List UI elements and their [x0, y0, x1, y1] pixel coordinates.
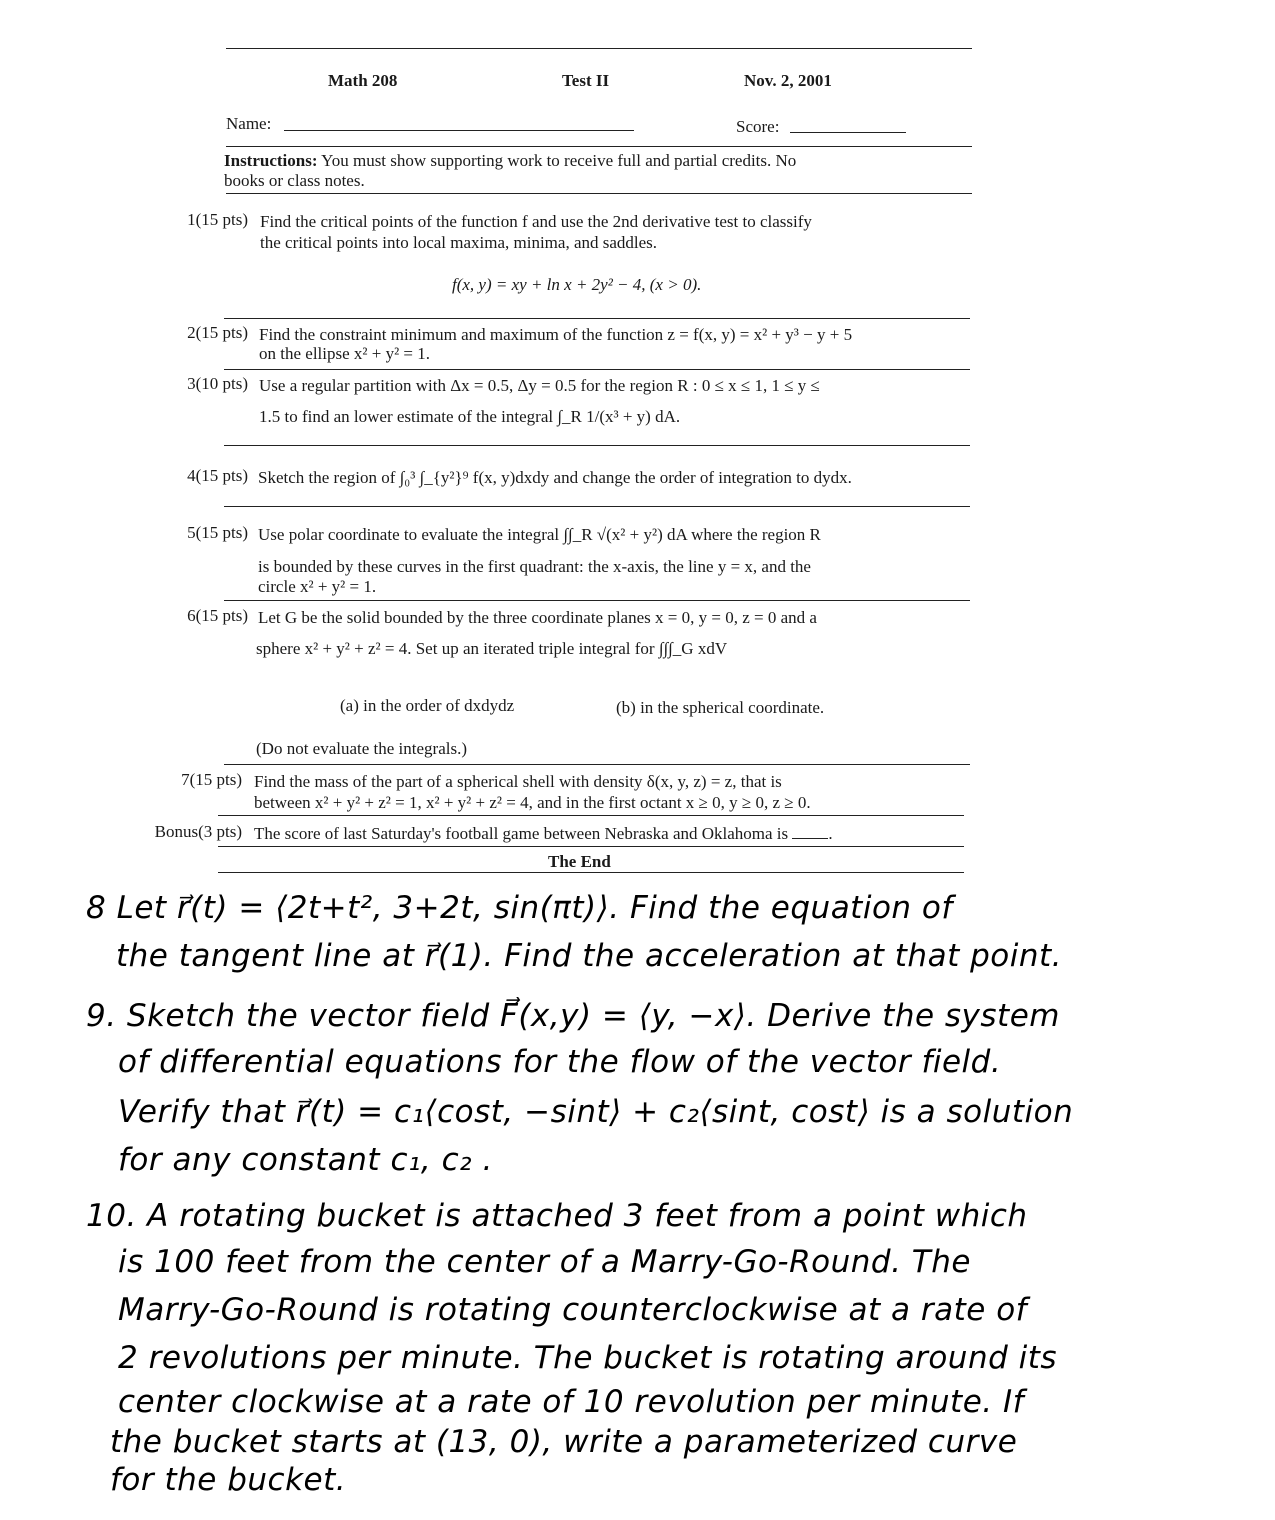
problem-4-line1: Sketch the region of ∫₀³ ∫_{y²}⁹ f(x, y)dxdy and change the order of integration to dydx. — [258, 468, 852, 487]
problem-6-note: (Do not evaluate the integrals.) — [256, 739, 468, 758]
score-label: Score: — [736, 117, 780, 136]
problem-7-label: 7(15 pts) — [181, 770, 242, 789]
instructions — [224, 150, 796, 171]
test-date: Nov. 2, 2001 — [744, 71, 832, 90]
problem-3-rule — [224, 445, 970, 446]
handwritten-line-11: center clockwise at a rate of 10 revolution per minute. If — [118, 1384, 1025, 1420]
problem-1-label: 1(15 pts) — [187, 210, 248, 229]
bonus-line1: The score of last Saturday's football game between Nebraska and Oklahoma is . — [254, 824, 833, 843]
problem-6-part-b: (b) in the spherical coordinate. — [616, 698, 825, 717]
handwritten-line-5: Verify that r⃗(t) = c₁⟨cost, −sint⟩ + c₂⟨sint, cost⟩ is a solution — [118, 1094, 1074, 1130]
problem-6-label: 6(15 pts) — [187, 606, 248, 625]
problem-5-line2: is bounded by these curves in the first quadrant: the x-axis, the line y = x, and the — [258, 557, 811, 576]
handwritten-line-3: 9. Sketch the vector field F⃗(x,y) = ⟨y, −x⟩. Derive the system — [86, 998, 1060, 1034]
problem-2-line1: Find the constraint minimum and maximum of the function z = f(x, y) = x² + y³ − y + 5 — [259, 325, 853, 344]
problem-5-line1: Use polar coordinate to evaluate the integral ∫∫_R √(x² + y²) dA where the region R — [258, 525, 821, 544]
problem-7-line2: between x² + y² + z² = 1, x² + y² + z² = 4, and in the first octant x ≥ 0, y ≥ 0, z ≥ 0. — [254, 793, 811, 812]
end-rule — [218, 872, 964, 873]
bonus-label: Bonus(3 pts) — [154, 822, 242, 841]
instructions-bottom-rule — [226, 193, 972, 194]
problem-4-rule — [224, 506, 970, 507]
name-label: Name: — [226, 114, 272, 133]
score-field[interactable] — [790, 132, 906, 133]
test-title: Test II — [562, 71, 610, 90]
problem-1-line1: Find the critical points of the function f and use the 2nd derivative test to classify — [260, 212, 812, 231]
handwritten-line-12: the bucket starts at (13, 0), write a parameterized curve — [110, 1424, 1018, 1460]
top-rule — [226, 48, 972, 49]
problem-5-rule — [224, 600, 970, 601]
handwritten-line-8: is 100 feet from the center of a Marry-Go-Round. The — [118, 1244, 971, 1280]
handwritten-line-10: 2 revolutions per minute. The bucket is rotating around its — [118, 1340, 1058, 1376]
problem-1-line2: the critical points into local maxima, minima, and saddles. — [260, 233, 658, 252]
problem-4-label: 4(15 pts) — [187, 466, 248, 485]
handwritten-line-4: of differential equations for the flow of the vector field. — [118, 1044, 1002, 1080]
problem-2-line2: on the ellipse x² + y² = 1. — [259, 344, 431, 363]
problem-6-rule — [224, 764, 970, 765]
problem-6-part-a: (a) in the order of dxdydz — [340, 696, 515, 715]
instructions-line2: books or class notes. — [224, 171, 365, 190]
bonus-text: The score of last Saturday's football game between Nebraska and Oklahoma is — [254, 824, 789, 843]
problem-1-rule — [224, 318, 970, 319]
bonus-answer-blank[interactable] — [792, 824, 828, 839]
handwritten-line-13: for the bucket. — [110, 1462, 347, 1498]
problem-3-line2: 1.5 to find an lower estimate of the integral ∫_R 1/(x³ + y) dA. — [259, 407, 681, 426]
instructions-label: Instructions: — [224, 151, 318, 170]
problem-3-line1: Use a regular partition with Δx = 0.5, Δy = 0.5 for the region R : 0 ≤ x ≤ 1, 1 ≤ y ≤ — [259, 376, 820, 395]
handwritten-line-9: Marry-Go-Round is rotating counterclockwise at a rate of — [118, 1292, 1028, 1328]
problem-7-line1: Find the mass of the part of a spherical shell with density δ(x, y, z) = z, that is — [254, 772, 782, 791]
problem-1-formula: f(x, y) = xy + ln x + 2y² − 4, (x > 0). — [452, 275, 702, 294]
handwritten-line-7: 10. A rotating bucket is attached 3 feet from a point which — [86, 1198, 1028, 1234]
handwritten-line-2: the tangent line at r⃗(1). Find the acceleration at that point. — [116, 938, 1062, 974]
problem-2-label: 2(15 pts) — [187, 323, 248, 342]
name-field[interactable] — [284, 130, 634, 131]
problem-6-line1: Let G be the solid bounded by the three coordinate planes x = 0, y = 0, z = 0 and a — [258, 608, 817, 627]
problem-7-rule — [218, 815, 964, 816]
handwritten-line-1: 8 Let r⃗(t) = ⟨2t+t², 3+2t, sin(πt)⟩. Find the equation of — [86, 890, 953, 926]
course-title: Math 208 — [328, 71, 398, 90]
problem-5-line3: circle x² + y² = 1. — [258, 577, 377, 596]
problem-5-label: 5(15 pts) — [187, 523, 248, 542]
bonus-rule — [218, 846, 964, 847]
problem-6-line2: sphere x² + y² + z² = 4. Set up an iterated triple integral for ∫∫∫_G xdV — [256, 639, 728, 658]
handwritten-line-6: for any constant c₁, c₂ . — [118, 1142, 493, 1178]
problem-3-label: 3(10 pts) — [187, 374, 248, 393]
instructions-top-rule — [226, 146, 972, 147]
instructions-line1: You must show supporting work to receive full and partial credits. No — [321, 151, 797, 170]
the-end: The End — [548, 852, 611, 871]
problem-2-rule — [224, 369, 970, 370]
